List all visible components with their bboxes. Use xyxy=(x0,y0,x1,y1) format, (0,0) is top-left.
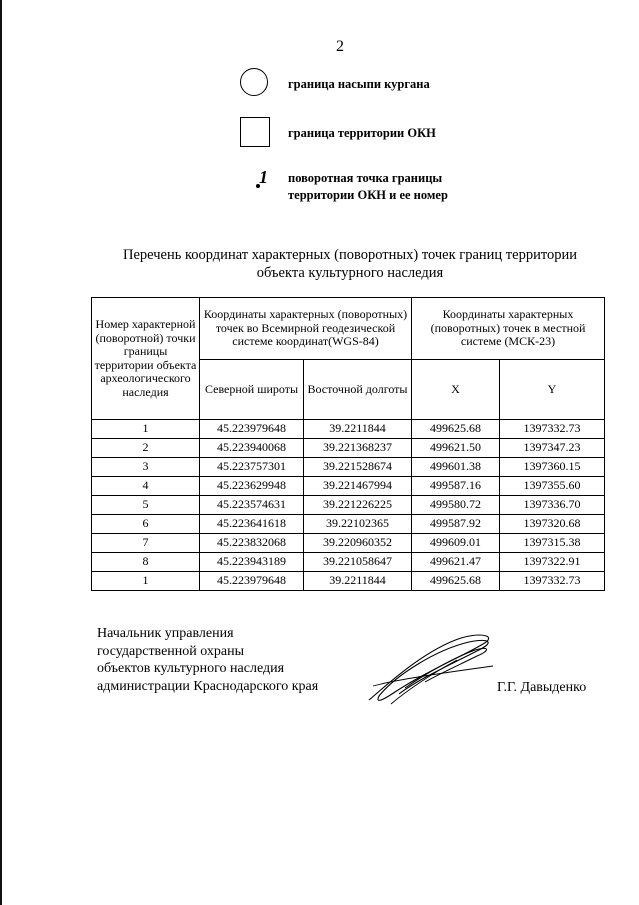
cell-latitude: 45.223574631 xyxy=(200,496,304,515)
title-line-2: объекта культурного наследия xyxy=(256,265,444,281)
cell-x: 499601.38 xyxy=(412,458,500,477)
cell-x: 499587.16 xyxy=(412,477,500,496)
coordinates-table xyxy=(91,297,605,591)
cell-longitude: 39.221528674 xyxy=(304,458,412,477)
cell-latitude: 45.223979648 xyxy=(200,572,304,591)
cell-latitude: 45.223629948 xyxy=(200,477,304,496)
cell-y: 1397360.15 xyxy=(500,458,605,477)
cell-longitude: 39.2211844 xyxy=(304,420,412,439)
legend-label-point-line2: территории ОКН и ее номер xyxy=(288,188,448,202)
point-number-icon: 1 xyxy=(259,167,268,187)
legend-label-point-line1: поворотная точка границы xyxy=(288,171,443,185)
cell-y: 1397315.38 xyxy=(500,534,605,553)
page-left-border xyxy=(0,0,2,905)
cell-point-number: 4 xyxy=(92,477,200,496)
cell-point-number: 8 xyxy=(92,553,200,572)
table-row xyxy=(92,420,605,439)
signatory-position xyxy=(97,625,318,695)
cell-y: 1397336.70 xyxy=(500,496,605,515)
cell-x: 499621.47 xyxy=(412,553,500,572)
legend-label-territory: граница территории ОКН xyxy=(288,126,436,140)
cell-latitude: 45.223943189 xyxy=(200,553,304,572)
coordinates-list-title xyxy=(60,246,639,282)
cell-longitude: 39.22102365 xyxy=(304,515,412,534)
cell-point-number: 7 xyxy=(92,534,200,553)
cell-latitude: 45.223757301 xyxy=(200,458,304,477)
title-line-1: Перечень координат характерных (поворотных) точек границ территории xyxy=(122,247,578,263)
cell-y: 1397322.91 xyxy=(500,553,605,572)
cell-latitude: 45.223641618 xyxy=(200,515,304,534)
table-row xyxy=(92,496,605,515)
cell-point-number: 2 xyxy=(92,439,200,458)
table-row xyxy=(92,515,605,534)
signatory-line-1: Начальник управления xyxy=(97,626,234,641)
header-wgs84-group: Координаты характерных (поворотных) точек во Всемирной геодезической системе координат(WGS-84) xyxy=(200,298,412,360)
cell-longitude: 39.221368237 xyxy=(304,439,412,458)
cell-y: 1397332.73 xyxy=(500,572,605,591)
cell-y: 1397347.23 xyxy=(500,439,605,458)
header-msk23-group: Координаты характерных (поворотных) точек в местной системе (МСК-23) xyxy=(412,298,605,360)
cell-point-number: 1 xyxy=(92,420,200,439)
legend-label-mound: граница насыпи кургана xyxy=(288,77,430,91)
cell-longitude: 39.2211844 xyxy=(304,572,412,591)
cell-x: 499580.72 xyxy=(412,496,500,515)
cell-longitude: 39.221226225 xyxy=(304,496,412,515)
cell-longitude: 39.221058647 xyxy=(304,553,412,572)
cell-y: 1397320.68 xyxy=(500,515,605,534)
cell-latitude: 45.223979648 xyxy=(200,420,304,439)
table-row xyxy=(92,572,605,591)
cell-longitude: 39.221467994 xyxy=(304,477,412,496)
square-icon xyxy=(240,117,270,147)
header-point-number: Номер характерной (поворотной) точки границы территории объекта археологического наследия xyxy=(92,298,200,420)
table-row xyxy=(92,534,605,553)
signatory-line-2: государственной охраны xyxy=(97,643,245,659)
table-row xyxy=(92,458,605,477)
cell-point-number: 1 xyxy=(92,572,200,591)
cell-x: 499625.68 xyxy=(412,572,500,591)
table-row xyxy=(92,477,605,496)
header-y: Y xyxy=(500,360,605,420)
table-row xyxy=(92,439,605,458)
cell-y: 1397332.73 xyxy=(500,420,605,439)
cell-y: 1397355.60 xyxy=(500,477,605,496)
cell-point-number: 5 xyxy=(92,496,200,515)
header-latitude: Северной широты xyxy=(200,360,304,420)
cell-x: 499609.01 xyxy=(412,534,500,553)
cell-latitude: 45.223832068 xyxy=(200,534,304,553)
cell-longitude: 39.220960352 xyxy=(304,534,412,553)
handwritten-signature-icon xyxy=(365,630,505,710)
page-number: 2 xyxy=(336,38,344,55)
circle-icon xyxy=(240,68,268,96)
cell-latitude: 45.223940068 xyxy=(200,439,304,458)
cell-point-number: 3 xyxy=(92,458,200,477)
cell-x: 499625.68 xyxy=(412,420,500,439)
table-row xyxy=(92,553,605,572)
cell-x: 499587.92 xyxy=(412,515,500,534)
header-x: X xyxy=(412,360,500,420)
signatory-name: Г.Г. Давыденко xyxy=(497,680,587,695)
cell-x: 499621.50 xyxy=(412,439,500,458)
header-longitude: Восточной долготы xyxy=(304,360,412,420)
cell-point-number: 6 xyxy=(92,515,200,534)
signatory-line-3: объектов культурного наследия xyxy=(97,661,285,676)
signatory-line-4: администрации Краснодарского края xyxy=(97,678,319,694)
